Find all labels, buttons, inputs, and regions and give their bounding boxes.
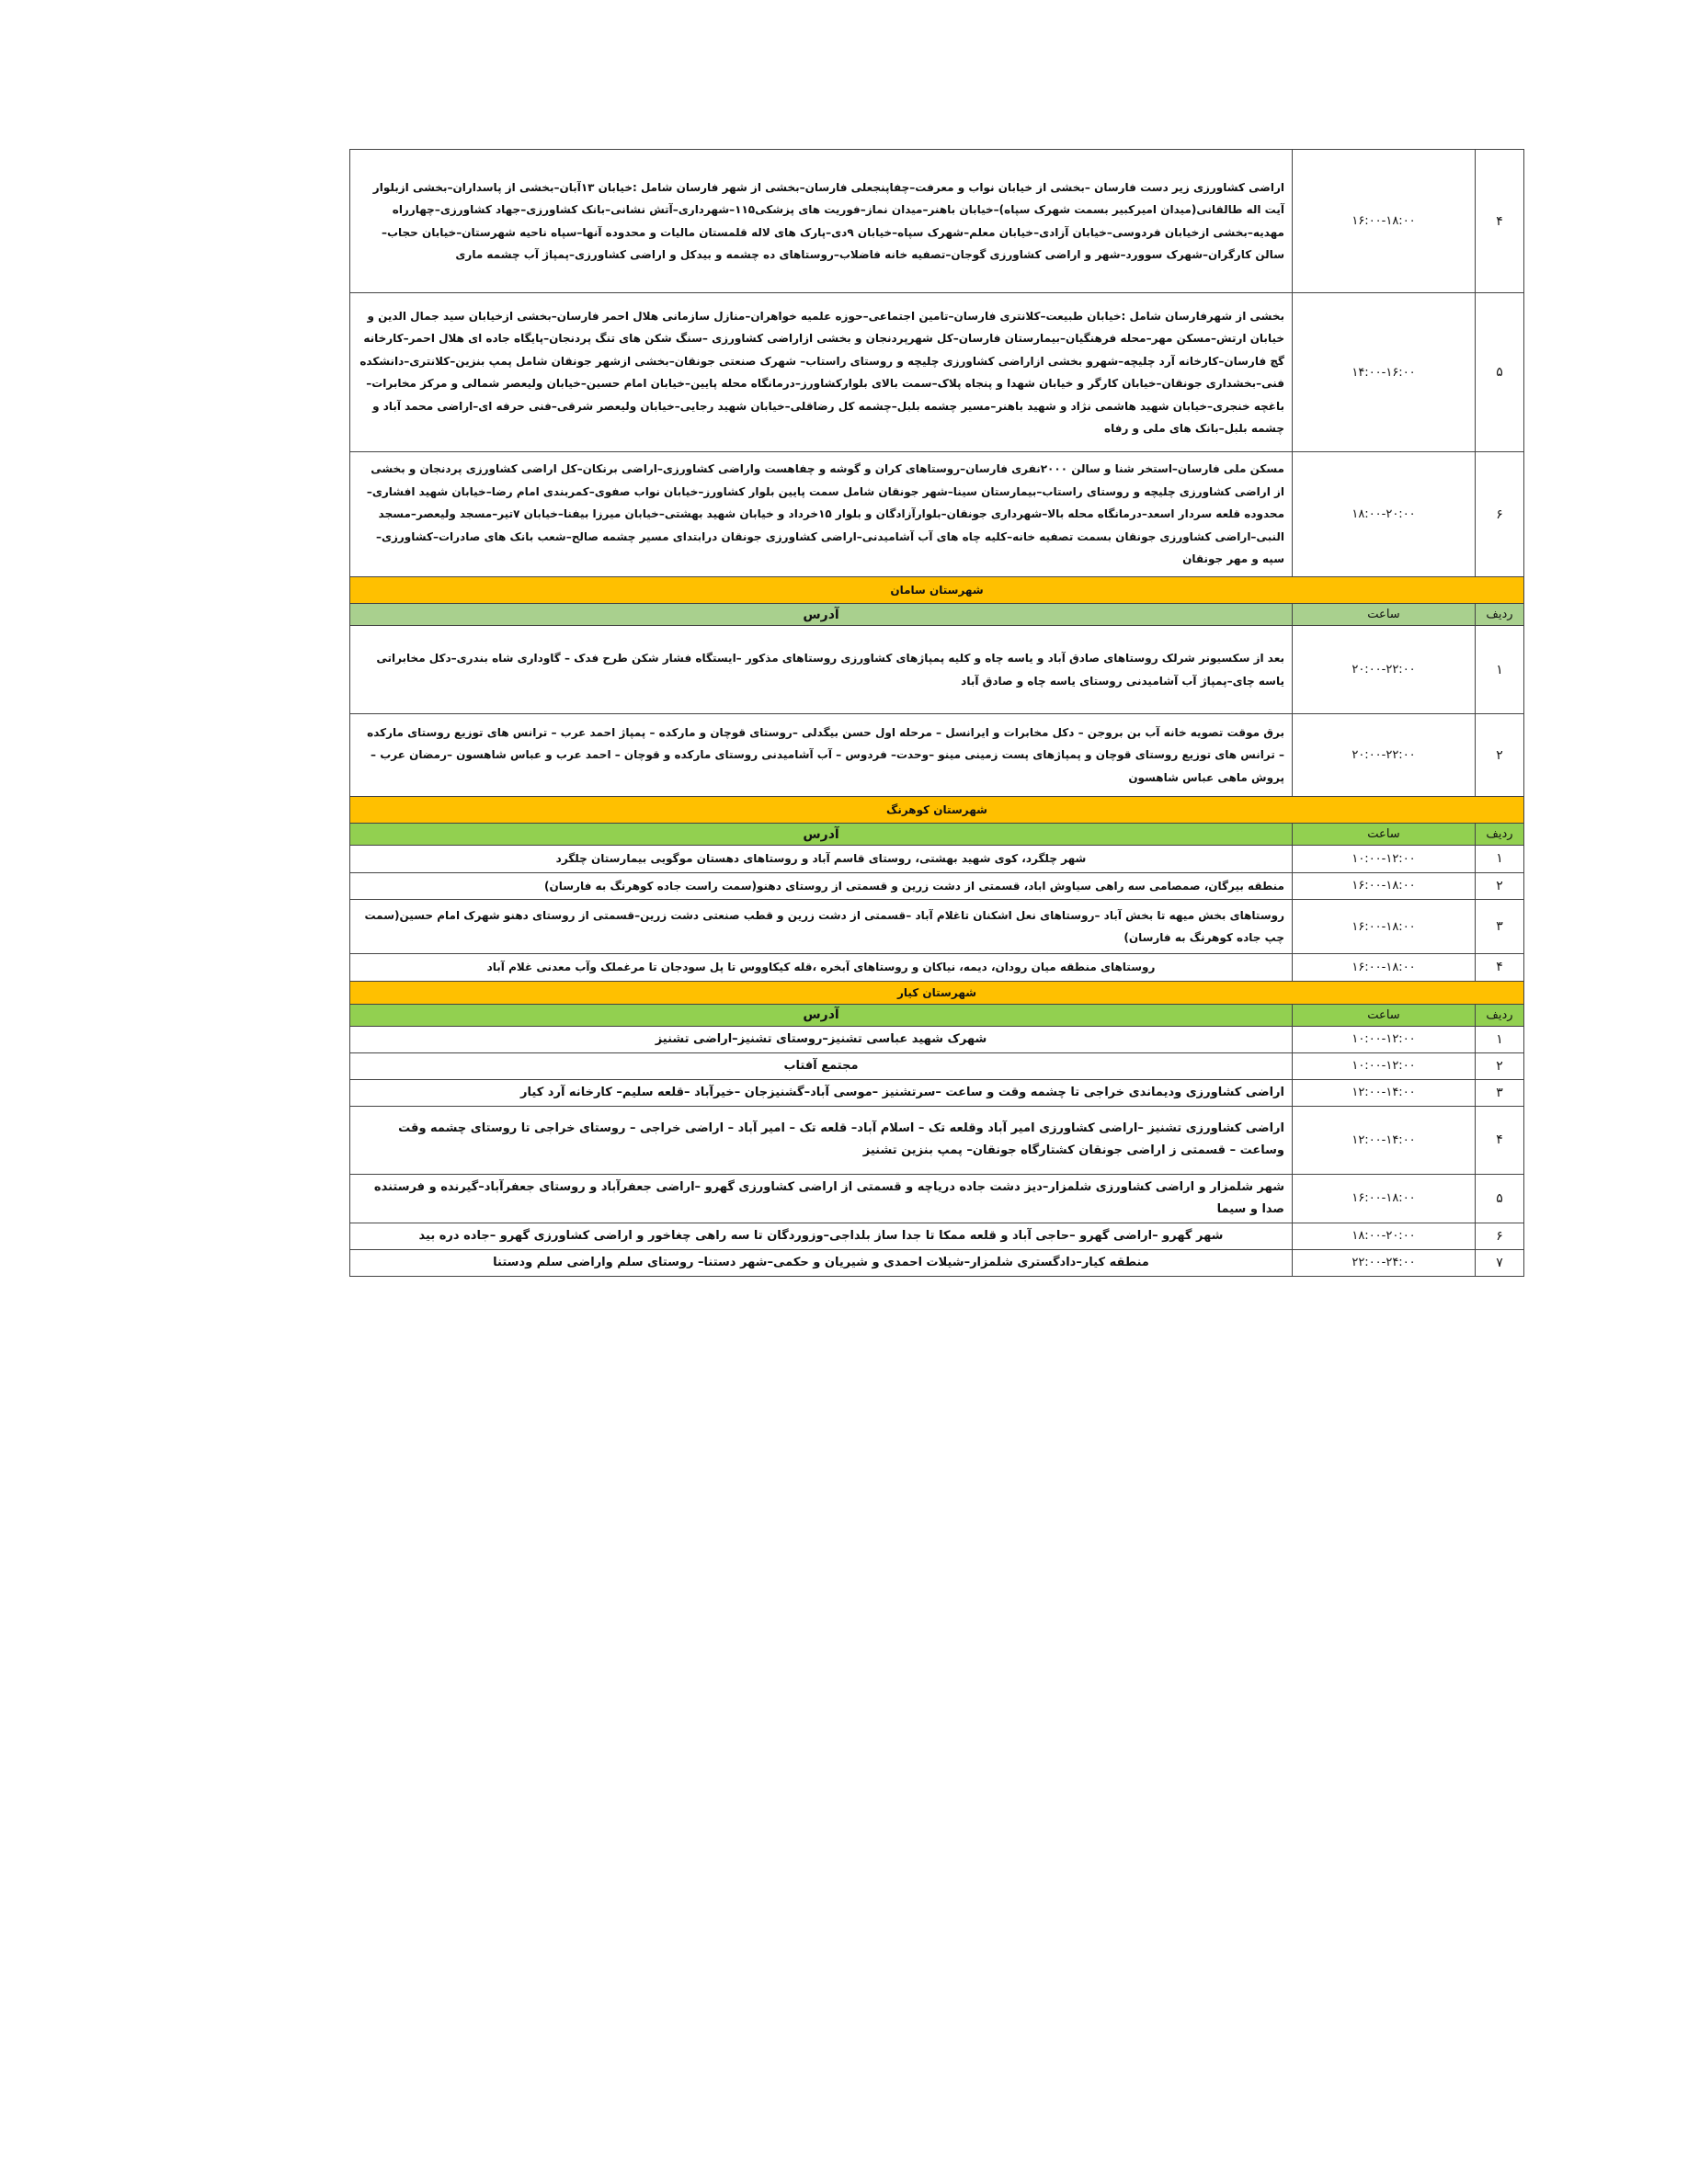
header-address: آدرس	[350, 824, 1293, 846]
row-time: ۱۶:۰۰-۱۸:۰۰	[1293, 900, 1476, 954]
table-row	[350, 626, 1524, 714]
row-time: ۱۸:۰۰-۲۰:۰۰	[1293, 1223, 1476, 1249]
row-time: ۲۰:۰۰-۲۲:۰۰	[1293, 714, 1476, 797]
row-time: ۱۸:۰۰-۲۰:۰۰	[1293, 452, 1476, 577]
column-header-row	[350, 824, 1524, 846]
row-number: ۲	[1476, 1052, 1524, 1079]
row-time: ۱۶:۰۰-۱۸:۰۰	[1293, 872, 1476, 900]
table-row	[350, 150, 1524, 293]
row-address: شهر گهرو –اراضی گهرو –حاجی آباد و قلعه ممکا تا جدا ساز بلداجی–وزوردگان تا سه راهی چغاخور و اراضی کشاورزی گهرو –جاده دره بید	[350, 1223, 1293, 1249]
row-address: مسکن ملی فارسان–استخر شنا و سالن ۲۰۰۰نفری فارسان–روستاهای کران و گوشه و چفاهست واراضی کشاورزی–اراضی برنکان–کل اراضی کشاورزی پردنجان و بخشی از اراضی کشاورزی چلیچه و روستای راستاب–بیمارستان سینا–شهر جونقان شامل سمت پایین بلوار کشاورز–خیابان نواب صفوی–کمربندی امام رضا–خیابان شهید افشاری–محدوده قلعه سردار اسعد–درمانگاه محله بالا–شهرداری جونقان–بلوارآزادگان و بلوار ۱۵خرداد و خیابان شهید بهشتی–خیابان میرزا بیفنا–خیابان ۷تیر–مسجد ولیعصر–مسجد النبی–اراضی کشاورزی جونقان بسمت تصفیه خانه–کلیه چاه های آب آشامیدنی–اراضی کشاورزی جونقان درابتدای مسیر چشمه صالح–شعب بانک های صادرات–کشاورزی–سپه و مهر جونقان	[350, 452, 1293, 577]
row-number: ۱	[1476, 846, 1524, 873]
row-address: بخشی از شهرفارسان شامل :خیابان طبیعت–کلانتری فارسان–تامین اجتماعی–حوزه علمیه خواهران–منازل سازمانی هلال احمر فارسان–بخشی ازخیابان سید جمال الدین و خیابان ارتش–مسکن مهر–محله فرهنگیان–بیمارستان فارسان–کل شهرپردنجان و بخشی ازاراضی کشاورزی –سنگ شکن های تنگ پردنجان–پایگاه جاده ای هلال احمر–کارخانه گچ فارسان–کارخانه آرد چلیچه–شهرو بخشی ازاراضی کشاورزی چلیچه و روستای راستاب– شهرک صنعتی جونقان–بخشی ازشهر جونقان شامل پمپ بنزین–کلانتری–دانشکده فنی–بخشداری جونقان–خیابان کارگر و خیابان شهدا و پنجاه پلاک–سمت بالای بلوارکشاورز–درمانگاه محله پایین–خیابان امام حسین–خیابان ولیعصر شمالی و مرکز مخابرات–باغچه خنجری–خیابان شهید هاشمی نژاد و شهید باهنر–مسیر چشمه بلبل–چشمه کل رضاقلی–خیابان شهید رجایی–خیابان ولیعصر شرقی–فنی حرفه ای–اراضی محمد آباد و چشمه بلبل–بانک های ملی و رفاه	[350, 293, 1293, 452]
row-time: ۱۶:۰۰-۱۸:۰۰	[1293, 1174, 1476, 1223]
row-number: ۱	[1476, 626, 1524, 714]
row-address: شهر شلمزار و اراضی کشاورزی شلمزار–دیز دشت جاده دریاچه و قسمتی از اراضی کشاورزی گهرو –اراضی جعفرآباد و روستای جعفرآباد–گیرنده و فرستنده صدا و سیما	[350, 1174, 1293, 1223]
row-address: بعد از سکسیونر شرلک روستاهای صادق آباد و یاسه چاه و کلیه پمپاژهای کشاورزی روستاهای مذکور –ایستگاه فشار شکن طرح فدک – گاوداری شاه بندری–دکل مخابراتی یاسه چای–پمپاژ آب آشامیدنی روستای یاسه چاه و صادق آباد	[350, 626, 1293, 714]
row-time: ۱۶:۰۰-۱۸:۰۰	[1293, 954, 1476, 982]
header-address: آدرس	[350, 604, 1293, 626]
section-header-kuhrang	[350, 797, 1524, 824]
table-row	[350, 1026, 1524, 1052]
table-row	[350, 1052, 1524, 1079]
table-row	[350, 872, 1524, 900]
row-time: ۱۰:۰۰-۱۲:۰۰	[1293, 1026, 1476, 1052]
row-time: ۲۰:۰۰-۲۲:۰۰	[1293, 626, 1476, 714]
row-number: ۵	[1476, 293, 1524, 452]
row-number: ۴	[1476, 954, 1524, 982]
header-time: ساعت	[1293, 824, 1476, 846]
table-row	[350, 452, 1524, 577]
section-title: شهرستان سامان	[350, 577, 1524, 604]
row-time: ۱۲:۰۰-۱۴:۰۰	[1293, 1079, 1476, 1106]
row-address: برق موقت تصویه خانه آب بن بروجن – دکل مخابرات و ایرانسل – مرحله اول حسن بیگدلی –روستای قوچان و مارکده – پمپاژ احمد عرب – ترانس های توزیع روستای مارکده – ترانس های توزیع روستای قوچان و پمپاژهای پست زمینی مینو –وحدت– فردوس – آب آشامیدنی روستای مارکده و قوچان – احمد عرب و عباس شاهسون –رمضان عرب – پروش ماهی عباس شاهسون	[350, 714, 1293, 797]
schedule-sheet	[349, 149, 1524, 1277]
row-number: ۲	[1476, 872, 1524, 900]
row-number: ۳	[1476, 1079, 1524, 1106]
row-number: ۴	[1476, 150, 1524, 293]
outage-schedule-table	[349, 149, 1524, 1277]
table-row	[350, 1174, 1524, 1223]
row-address: روستاهای بخش میهه تا بخش آباد –روستاهای نعل اشکنان تاغلام آباد –قسمتی از دشت زرین و قطب صنعتی دشت زرین–قسمتی از روستای دهنو شهرک امام حسین(سمت چپ جاده کوهرنگ به فارسان)	[350, 900, 1293, 954]
row-time: ۱۶:۰۰-۱۸:۰۰	[1293, 150, 1476, 293]
column-header-row	[350, 604, 1524, 626]
row-address: منطقه بیرگان، صمصامی سه راهی سیاوش اباد، قسمتی از دشت زرین و قسمتی از روستای دهنو(سمت راست جاده کوهرنگ به فارسان)	[350, 872, 1293, 900]
row-address: اراضی کشاورزی زیر دست فارسان –بخشی از خیابان نواب و معرفت–چفاپنجعلی فارسان–بخشی از شهر فارسان شامل :خیابان ۱۳آبان–بخشی از پاسداران–بخشی ازبلوار آیت اله طالقانی(میدان امیرکبیر بسمت شهرک سپاه)–خیابان باهنر–میدان نماز–فوریت های پزشکی۱۱۵–شهرداری–آتش نشانی–بانک کشاورزی–جهاد کشاورزی–چهارراه مهدیه–بخشی ازخیابان فردوسی–خیابان آزادی–خیابان معلم–شهرک سپاه–خیابان ۹دی–پارک های لاله قلمستان مالیات و محدوده آنها–سپاه ناحیه شهرستان–خیابان حجاب–سالن کارگران–شهرک سوورد–شهر و اراضی کشاورزی گوجان–تصفیه خانه فاضلاب–روستاهای ده چشمه و بیدکل و اراضی کشاورزی–پمپاژ آب چشمه ماری	[350, 150, 1293, 293]
header-address: آدرس	[350, 1004, 1293, 1026]
row-number: ۴	[1476, 1106, 1524, 1174]
row-address: اراضی کشاورزی ودیماندی خراجی تا چشمه وقت و ساعت –سرتشنیز –موسی آباد–گشنیزجان –خیرآباد –قلعه سلیم– کارخانه آرد کیار	[350, 1079, 1293, 1106]
header-num: ردیف	[1476, 604, 1524, 626]
row-number: ۱	[1476, 1026, 1524, 1052]
header-time: ساعت	[1293, 1004, 1476, 1026]
table-row	[350, 954, 1524, 982]
table-row	[350, 1079, 1524, 1106]
table-row	[350, 1249, 1524, 1276]
row-number: ۷	[1476, 1249, 1524, 1276]
row-address: شهرک شهید عباسی تشنیز–روستای تشنیز–اراضی تشنیز	[350, 1026, 1293, 1052]
table-row	[350, 293, 1524, 452]
row-address: شهر چلگرد، کوی شهید بهشتی، روستای قاسم آباد و روستاهای دهستان موگویی بیمارستان چلگرد	[350, 846, 1293, 873]
row-time: ۲۲:۰۰-۲۴:۰۰	[1293, 1249, 1476, 1276]
section-header-saman	[350, 577, 1524, 604]
row-number: ۲	[1476, 714, 1524, 797]
header-num: ردیف	[1476, 824, 1524, 846]
row-address: مجتمع آفتاب	[350, 1052, 1293, 1079]
row-time: ۱۲:۰۰-۱۴:۰۰	[1293, 1106, 1476, 1174]
row-number: ۳	[1476, 900, 1524, 954]
row-number: ۵	[1476, 1174, 1524, 1223]
header-num: ردیف	[1476, 1004, 1524, 1026]
header-time: ساعت	[1293, 604, 1476, 626]
column-header-row	[350, 1004, 1524, 1026]
table-row	[350, 714, 1524, 797]
table-row	[350, 1223, 1524, 1249]
row-time: ۱۰:۰۰-۱۲:۰۰	[1293, 846, 1476, 873]
table-row	[350, 846, 1524, 873]
section-title: شهرستان کوهرنگ	[350, 797, 1524, 824]
table-row	[350, 900, 1524, 954]
row-number: ۶	[1476, 452, 1524, 577]
row-address: روستاهای منطقه میان رودان، دیمه، نیاکان و روستاهای آبخره ،قله کیکاووس تا پل سودجان تا مرغملک وآب معدنی غلام آباد	[350, 954, 1293, 982]
row-number: ۶	[1476, 1223, 1524, 1249]
section-header-kiar	[350, 981, 1524, 1004]
row-address: اراضی کشاورزی تشنیز –اراضی کشاورزی امیر آباد وقلعه تک – اسلام آباد– قلعه تک – امیر آباد – اراضی خراجی – روستای خراجی تا روستای چشمه وقت وساعت – قسمتی ز اراضی جونقان کشتارگاه جونقان– پمپ بنزین تشنیز	[350, 1106, 1293, 1174]
row-address: منطقه کیار–دادگستری شلمزار–شیلات احمدی و شیریان و حکمی–شهر دستنا– روستای سلم واراضی سلم ودستنا	[350, 1249, 1293, 1276]
row-time: ۱۴:۰۰-۱۶:۰۰	[1293, 293, 1476, 452]
table-row	[350, 1106, 1524, 1174]
row-time: ۱۰:۰۰-۱۲:۰۰	[1293, 1052, 1476, 1079]
section-title: شهرستان کیار	[350, 981, 1524, 1004]
